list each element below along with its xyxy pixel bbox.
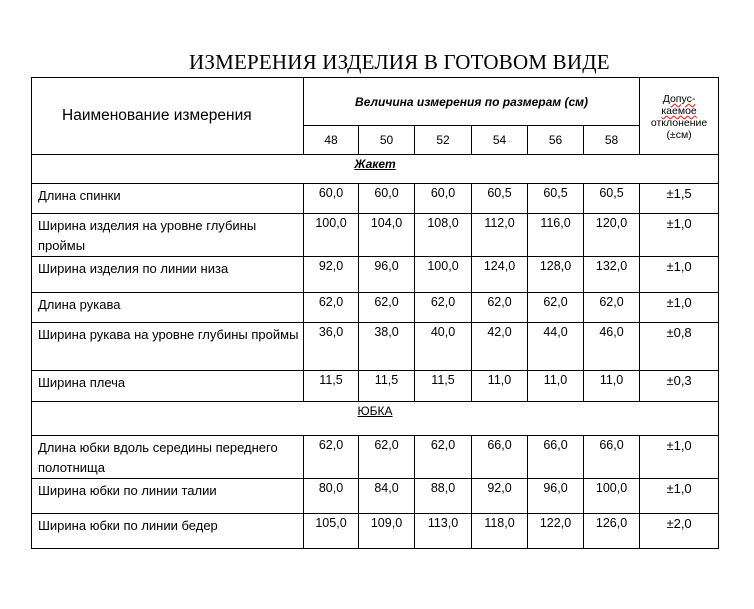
row-value: 84,0 <box>359 479 415 514</box>
row-value: 11,0 <box>584 371 640 402</box>
row-name: Ширина юбки по линии бедер <box>32 514 304 549</box>
size-54: 54 <box>472 126 528 155</box>
row-value: 62,0 <box>304 293 359 323</box>
row-value: 100,0 <box>415 257 472 293</box>
row-value: 122,0 <box>528 514 584 549</box>
row-value: 96,0 <box>528 479 584 514</box>
row-value: 62,0 <box>359 293 415 323</box>
size-52: 52 <box>415 126 472 155</box>
row-value: 132,0 <box>584 257 640 293</box>
row-tolerance: ±2,0 <box>640 514 719 549</box>
row-value: 62,0 <box>415 293 472 323</box>
row-value: 126,0 <box>584 514 640 549</box>
row-value: 112,0 <box>472 214 528 257</box>
row-value: 66,0 <box>584 436 640 479</box>
header-name: Наименование измерения <box>32 78 304 155</box>
row-value: 66,0 <box>528 436 584 479</box>
row-value: 38,0 <box>359 323 415 371</box>
table-row <box>32 214 719 257</box>
table-row <box>32 293 719 323</box>
row-tolerance: ±1,0 <box>640 479 719 514</box>
tolerance-line3: отклонение <box>650 117 708 129</box>
row-value: 11,0 <box>528 371 584 402</box>
row-value: 100,0 <box>584 479 640 514</box>
measurements-table <box>31 77 719 549</box>
row-value: 62,0 <box>528 293 584 323</box>
table-row <box>32 257 719 293</box>
row-value: 60,5 <box>528 184 584 214</box>
row-value: 60,0 <box>304 184 359 214</box>
size-56: 56 <box>528 126 584 155</box>
table-row <box>32 184 719 214</box>
row-value: 118,0 <box>472 514 528 549</box>
table-row <box>32 371 719 402</box>
section-title: ЮБКА <box>32 402 719 436</box>
row-value: 62,0 <box>415 436 472 479</box>
row-tolerance: ±1,0 <box>640 214 719 257</box>
document-title: ИЗМЕРЕНИЯ ИЗДЕЛИЯ В ГОТОВОМ ВИДЕ <box>189 50 610 74</box>
row-value: 108,0 <box>415 214 472 257</box>
row-value: 80,0 <box>304 479 359 514</box>
row-value: 42,0 <box>472 323 528 371</box>
row-value: 124,0 <box>472 257 528 293</box>
size-58: 58 <box>584 126 640 155</box>
row-value: 11,5 <box>359 371 415 402</box>
tolerance-line4: (±см) <box>666 129 692 141</box>
row-value: 62,0 <box>472 293 528 323</box>
row-value: 100,0 <box>304 214 359 257</box>
row-value: 62,0 <box>304 436 359 479</box>
row-value: 46,0 <box>584 323 640 371</box>
row-value: 104,0 <box>359 214 415 257</box>
row-name: Длина спинки <box>32 184 304 214</box>
row-value: 128,0 <box>528 257 584 293</box>
row-value: 40,0 <box>415 323 472 371</box>
row-tolerance: ±0,8 <box>640 323 719 371</box>
section-title: Жакет <box>32 155 719 184</box>
tolerance-line2: каемое <box>661 105 697 117</box>
row-name: Длина рукава <box>32 293 304 323</box>
table-row <box>32 479 719 514</box>
row-value: 120,0 <box>584 214 640 257</box>
table-row <box>32 436 719 479</box>
row-value: 11,5 <box>304 371 359 402</box>
size-48: 48 <box>304 126 359 155</box>
row-value: 96,0 <box>359 257 415 293</box>
table-row <box>32 514 719 549</box>
row-value: 92,0 <box>472 479 528 514</box>
size-50: 50 <box>359 126 415 155</box>
row-name: Ширина рукава на уровне глубины проймы <box>32 323 304 371</box>
row-value: 44,0 <box>528 323 584 371</box>
header-tolerance <box>640 78 719 155</box>
row-value: 105,0 <box>304 514 359 549</box>
row-value: 60,0 <box>359 184 415 214</box>
row-tolerance: ±1,5 <box>640 184 719 214</box>
row-name: Ширина изделия по линии низа <box>32 257 304 293</box>
row-value: 11,0 <box>472 371 528 402</box>
row-value: 116,0 <box>528 214 584 257</box>
row-tolerance: ±1,0 <box>640 293 719 323</box>
row-name: Длина юбки вдоль середины переднего полотнища <box>32 436 304 479</box>
header-value: Величина измерения по размерам (см) <box>304 78 640 126</box>
row-value: 60,0 <box>415 184 472 214</box>
row-value: 60,5 <box>584 184 640 214</box>
row-value: 113,0 <box>415 514 472 549</box>
row-value: 62,0 <box>359 436 415 479</box>
row-value: 92,0 <box>304 257 359 293</box>
row-value: 36,0 <box>304 323 359 371</box>
row-value: 88,0 <box>415 479 472 514</box>
table-row <box>32 323 719 371</box>
row-value: 109,0 <box>359 514 415 549</box>
tolerance-line1: Допус- <box>662 93 696 105</box>
row-tolerance: ±0,3 <box>640 371 719 402</box>
row-value: 11,5 <box>415 371 472 402</box>
row-tolerance: ±1,0 <box>640 257 719 293</box>
row-value: 66,0 <box>472 436 528 479</box>
row-value: 60,5 <box>472 184 528 214</box>
row-value: 62,0 <box>584 293 640 323</box>
row-tolerance: ±1,0 <box>640 436 719 479</box>
row-name: Ширина юбки по линии талии <box>32 479 304 514</box>
row-name: Ширина плеча <box>32 371 304 402</box>
row-name: Ширина изделия на уровне глубины проймы <box>32 214 304 257</box>
